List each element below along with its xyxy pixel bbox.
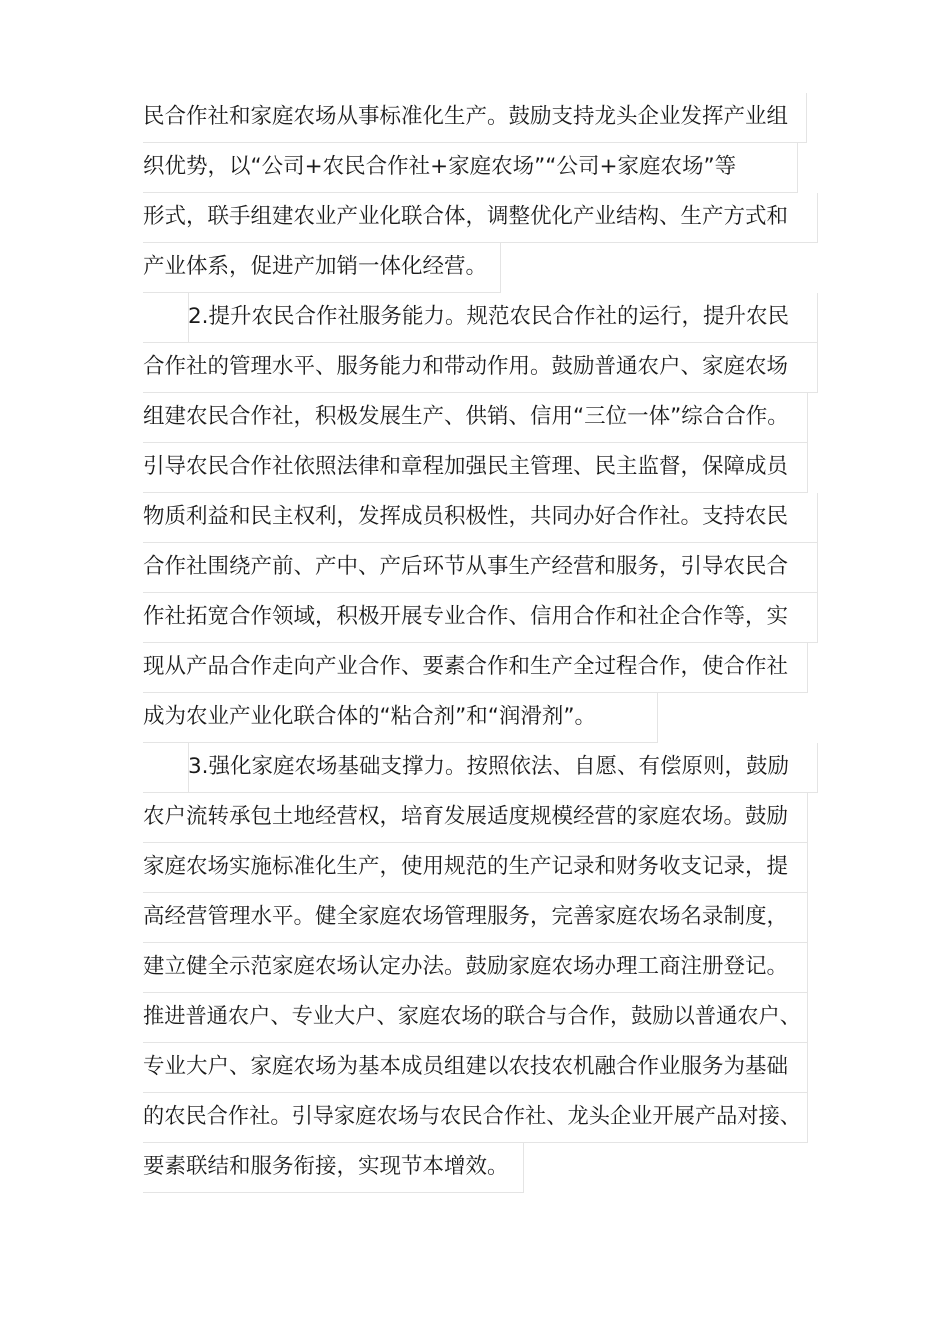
- document-body: [143, 93, 823, 1193]
- text-line: 推进普通农户、专业大户、家庭农场的联合与合作，鼓励以普通农户、: [143, 993, 808, 1043]
- text-line: 3.强化家庭农场基础支撑力。按照依法、自愿、有偿原则，鼓励: [143, 743, 818, 793]
- text-line: 成为农业产业化联合体的“粘合剂”和“润滑剂”。: [143, 693, 658, 743]
- text-line: 合作社围绕产前、产中、产后环节从事生产经营和服务，引导农民合: [143, 543, 818, 593]
- text-line: 作社拓宽合作领域，积极开展专业合作、信用合作和社企合作等，实: [143, 593, 818, 643]
- text-line: 的农民合作社。引导家庭农场与农民合作社、龙头企业开展产品对接、: [143, 1093, 808, 1143]
- text-line: 组建农民合作社，积极发展生产、供销、信用“三位一体”综合合作。: [143, 393, 808, 443]
- text-line: 建立健全示范家庭农场认定办法。鼓励家庭农场办理工商注册登记。: [143, 943, 808, 993]
- text-line: 高经营管理水平。健全家庭农场管理服务，完善家庭农场名录制度，: [143, 893, 808, 943]
- text-line: 现从产品合作走向产业合作、要素合作和生产全过程合作，使合作社: [143, 643, 808, 693]
- text-line: 要素联结和服务衔接，实现节本增效。: [143, 1143, 524, 1193]
- text-line: 家庭农场实施标准化生产，使用规范的生产记录和财务收支记录，提: [143, 843, 808, 893]
- text-line: 产业体系，促进产加销一体化经营。: [143, 243, 501, 293]
- text-line: 农户流转承包土地经营权，培育发展适度规模经营的家庭农场。鼓励: [143, 793, 808, 843]
- text-line: 织优势，以“公司+农民合作社+家庭农场”“公司+家庭农场”等: [143, 143, 798, 193]
- text-line: 2.提升农民合作社服务能力。规范农民合作社的运行，提升农民: [143, 293, 818, 343]
- text-line: 民合作社和家庭农场从事标准化生产。鼓励支持龙头企业发挥产业组: [143, 93, 807, 143]
- text-line: 形式，联手组建农业产业化联合体，调整优化产业结构、生产方式和: [143, 193, 818, 243]
- text-line: 合作社的管理水平、服务能力和带动作用。鼓励普通农户、家庭农场: [143, 343, 818, 393]
- text-line: 专业大户、家庭农场为基本成员组建以农技农机融合作业服务为基础: [143, 1043, 808, 1093]
- text-line: 引导农民合作社依照法律和章程加强民主管理、民主监督，保障成员: [143, 443, 808, 493]
- text-line: 物质利益和民主权利，发挥成员积极性，共同办好合作社。支持农民: [143, 493, 818, 543]
